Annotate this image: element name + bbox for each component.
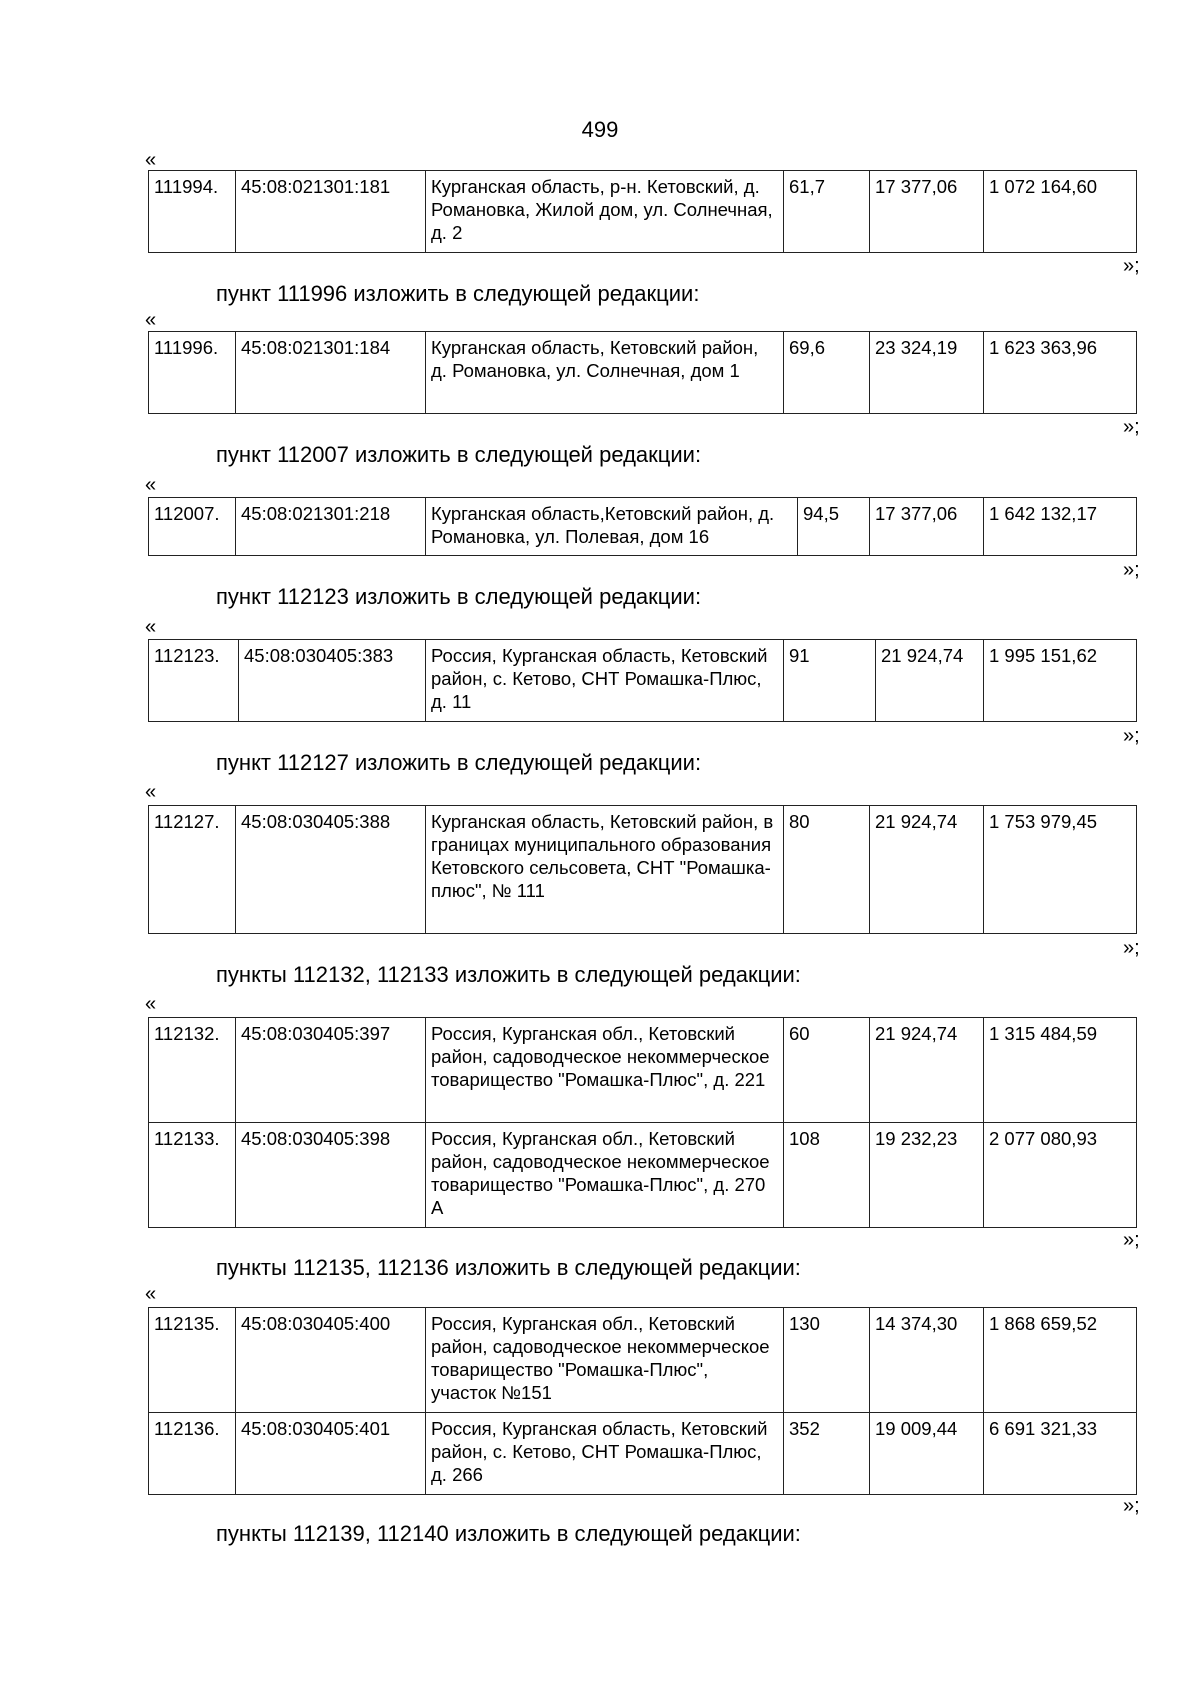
data-table — [148, 170, 1137, 253]
cadastral-number: 45:08:030405:400 — [236, 1308, 426, 1413]
page-number: 499 — [581, 117, 619, 142]
quote-close: »; — [1123, 725, 1140, 747]
cadastral-value: 1 995 151,62 — [984, 640, 1137, 722]
rate: 19 232,23 — [870, 1123, 984, 1228]
cadastral-number: 45:08:030405:398 — [236, 1123, 426, 1228]
item-number: 112132. — [149, 1018, 236, 1123]
data-table — [148, 1017, 1137, 1228]
quote-open: « — [145, 781, 157, 803]
quote-open: « — [145, 149, 157, 171]
data-table — [148, 805, 1137, 934]
cadastral-number: 45:08:021301:218 — [236, 498, 426, 556]
quote-close: »; — [1123, 416, 1140, 438]
area: 130 — [784, 1308, 870, 1413]
amendment-intro: пункт 112123 изложить в следующей редакции: — [216, 584, 702, 609]
cadastral-number: 45:08:030405:383 — [239, 640, 426, 722]
quote-close: »; — [1123, 559, 1140, 581]
quote-close: »; — [1123, 1495, 1140, 1517]
address: Россия, Курганская обл., Кетовский район, садоводческое некоммерческое товарищество "Ромашка-Плюс", участок №151 — [426, 1308, 784, 1413]
rate: 19 009,44 — [870, 1413, 984, 1495]
cadastral-number: 45:08:030405:388 — [236, 806, 426, 934]
amendment-intro: пункты 112135, 112136 изложить в следующей редакции: — [216, 1255, 801, 1280]
quote-close: »; — [1123, 255, 1140, 277]
cadastral-number: 45:08:021301:181 — [236, 171, 426, 253]
address: Курганская область, Кетовский район, д. Романовка, ул. Солнечная, дом 1 — [426, 332, 784, 414]
item-number: 112135. — [149, 1308, 236, 1413]
cadastral-value: 1 623 363,96 — [984, 332, 1137, 414]
table-row — [149, 1018, 1137, 1123]
item-number: 111994. — [149, 171, 236, 253]
table-row — [149, 1413, 1137, 1495]
cadastral-number: 45:08:021301:184 — [236, 332, 426, 414]
amendment-intro: пункт 111996 изложить в следующей редакции: — [216, 281, 700, 306]
address: Россия, Курганская обл., Кетовский район, садоводческое некоммерческое товарищество "Ромашка-Плюс", д. 270 А — [426, 1123, 784, 1228]
area: 60 — [784, 1018, 870, 1123]
table-row — [149, 1123, 1137, 1228]
quote-open: « — [145, 993, 157, 1015]
table-row — [149, 640, 1137, 722]
cadastral-value: 1 315 484,59 — [984, 1018, 1137, 1123]
rate: 17 377,06 — [870, 498, 984, 556]
cadastral-value: 6 691 321,33 — [984, 1413, 1137, 1495]
quote-close: »; — [1123, 937, 1140, 959]
address: Россия, Курганская обл., Кетовский район, садоводческое некоммерческое товарищество "Ромашка-Плюс", д. 221 — [426, 1018, 784, 1123]
table-row — [149, 806, 1137, 934]
item-number: 112127. — [149, 806, 236, 934]
quote-open: « — [145, 474, 157, 496]
rate: 21 924,74 — [870, 806, 984, 934]
table-row — [149, 171, 1137, 253]
cadastral-value: 1 642 132,17 — [984, 498, 1137, 556]
data-table — [148, 497, 1137, 556]
rate: 23 324,19 — [870, 332, 984, 414]
address: Курганская область,Кетовский район, д. Романовка, ул. Полевая, дом 16 — [426, 498, 798, 556]
data-table — [148, 331, 1137, 414]
address: Курганская область, Кетовский район, в границах муниципального образования Кетовского сельсовета, СНТ "Ромашка-плюс", № 111 — [426, 806, 784, 934]
data-table — [148, 639, 1137, 722]
rate: 17 377,06 — [870, 171, 984, 253]
amendment-intro: пункты 112132, 112133 изложить в следующей редакции: — [216, 962, 801, 987]
rate: 21 924,74 — [876, 640, 984, 722]
item-number: 111996. — [149, 332, 236, 414]
quote-open: « — [145, 309, 157, 331]
amendment-intro: пункты 112139, 112140 изложить в следующей редакции: — [216, 1521, 801, 1546]
cadastral-value: 1 753 979,45 — [984, 806, 1137, 934]
item-number: 112007. — [149, 498, 236, 556]
table-row — [149, 1308, 1137, 1413]
area: 80 — [784, 806, 870, 934]
amendment-intro: пункт 112007 изложить в следующей редакции: — [216, 442, 702, 467]
amendment-intro: пункт 112127 изложить в следующей редакции: — [216, 750, 702, 775]
area: 108 — [784, 1123, 870, 1228]
area: 91 — [784, 640, 876, 722]
cadastral-value: 1 072 164,60 — [984, 171, 1137, 253]
rate: 21 924,74 — [870, 1018, 984, 1123]
cadastral-number: 45:08:030405:401 — [236, 1413, 426, 1495]
area: 352 — [784, 1413, 870, 1495]
area: 61,7 — [784, 171, 870, 253]
quote-close: »; — [1123, 1229, 1140, 1251]
quote-open: « — [145, 1283, 157, 1305]
item-number: 112136. — [149, 1413, 236, 1495]
item-number: 112123. — [149, 640, 239, 722]
cadastral-value: 1 868 659,52 — [984, 1308, 1137, 1413]
rate: 14 374,30 — [870, 1308, 984, 1413]
data-table — [148, 1307, 1137, 1495]
cadastral-value: 2 077 080,93 — [984, 1123, 1137, 1228]
item-number: 112133. — [149, 1123, 236, 1228]
address: Курганская область, р-н. Кетовский, д. Романовка, Жилой дом, ул. Солнечная, д. 2 — [426, 171, 784, 253]
address: Россия, Курганская область, Кетовский район, с. Кетово, СНТ Ромашка-Плюс, д. 266 — [426, 1413, 784, 1495]
table-row — [149, 332, 1137, 414]
cadastral-number: 45:08:030405:397 — [236, 1018, 426, 1123]
area: 69,6 — [784, 332, 870, 414]
area: 94,5 — [798, 498, 870, 556]
address: Россия, Курганская область, Кетовский район, с. Кетово, СНТ Ромашка-Плюс, д. 11 — [426, 640, 784, 722]
table-row — [149, 498, 1137, 556]
quote-open: « — [145, 616, 157, 638]
